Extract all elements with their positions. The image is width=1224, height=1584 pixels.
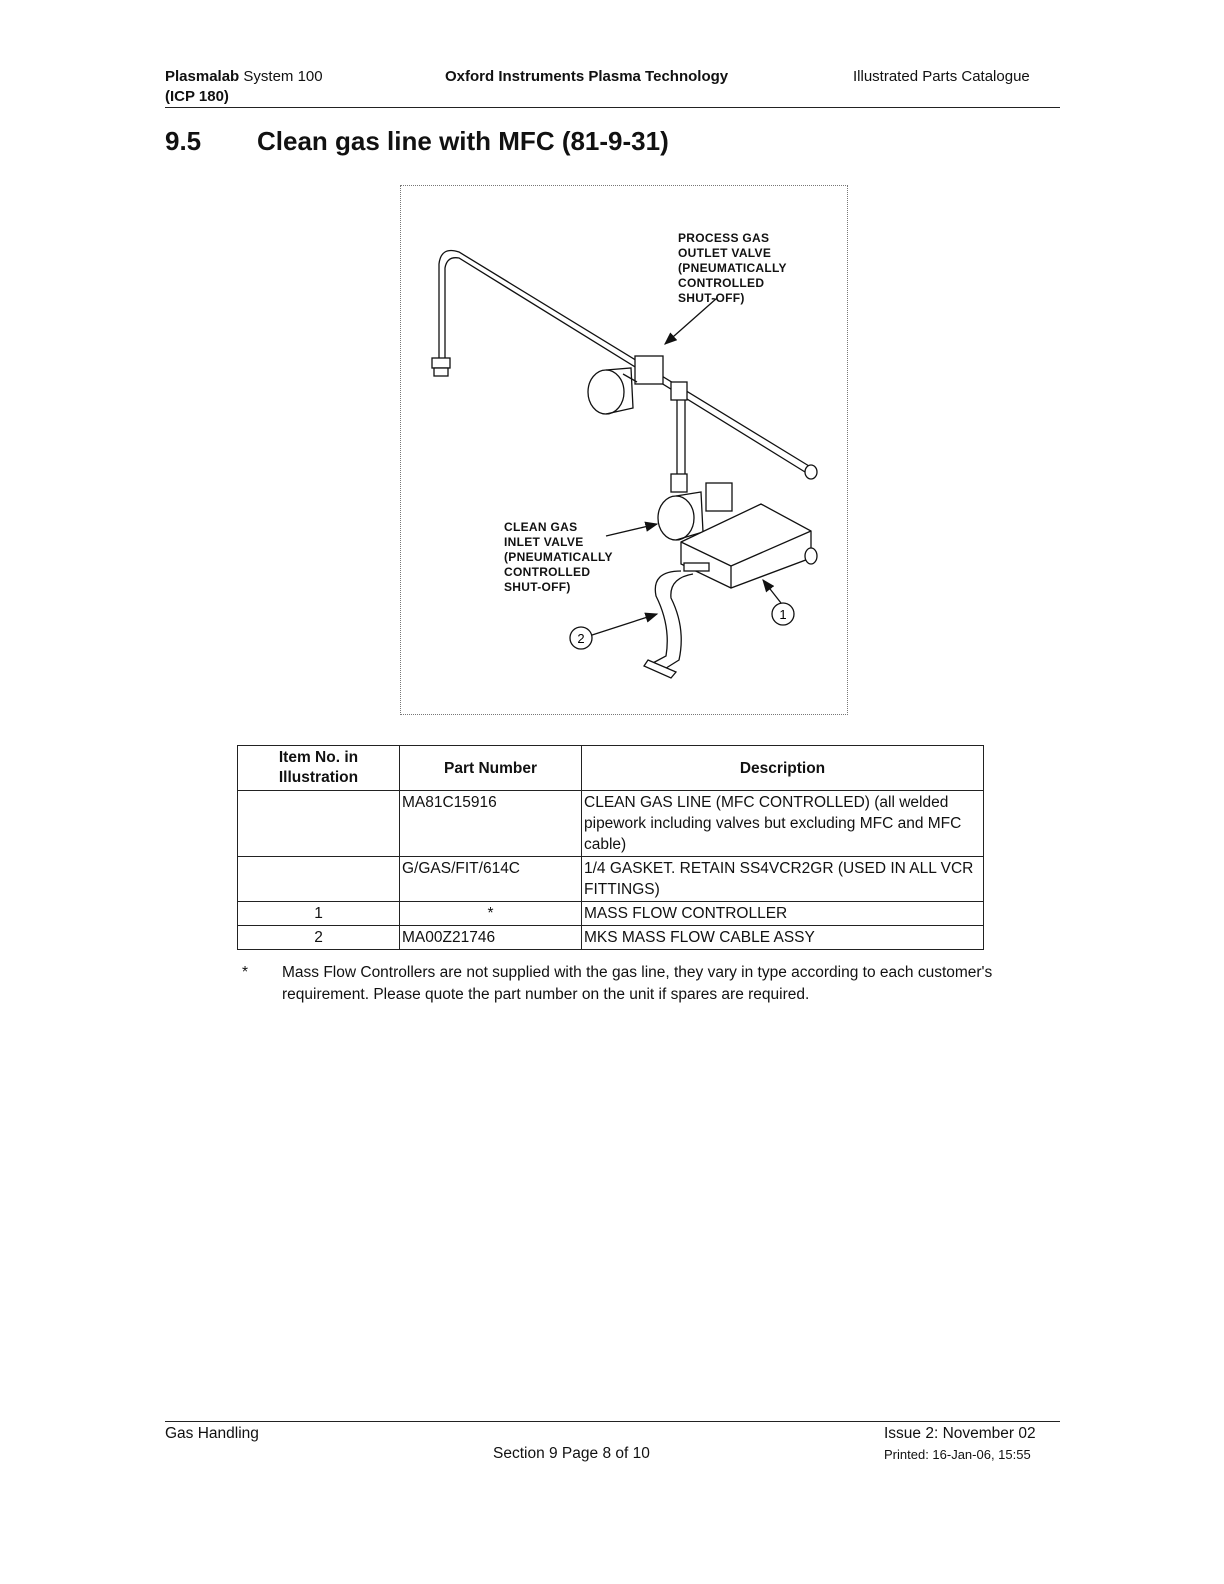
cell-desc: MASS FLOW CONTROLLER (582, 902, 984, 926)
gas-line-illustration (400, 185, 848, 715)
cell-desc: CLEAN GAS LINE (MFC CONTROLLED) (all welded pipework including valves but excluding MFC and MFC cable) (582, 791, 984, 857)
section-title (165, 126, 669, 157)
cell-item (238, 791, 400, 857)
label-line: (PNEUMATICALLY (504, 550, 613, 564)
footer-page-number: Section 9 Page 8 of 10 (493, 1445, 650, 1462)
header-model: (ICP 180) (165, 88, 229, 105)
cell-part: MA00Z21746 (400, 926, 582, 950)
table-row (238, 857, 984, 902)
table-row (238, 926, 984, 950)
label-line: SHUT-OFF) (504, 580, 571, 594)
label-line: CONTROLLED (504, 565, 591, 579)
col-header-part: Part Number (400, 746, 582, 791)
inlet-valve-label (504, 520, 613, 595)
col-header-item: Item No. in Illustration (238, 746, 400, 791)
label-line: OUTLET VALVE (678, 246, 772, 260)
label-line: CLEAN GAS (504, 520, 578, 534)
cell-desc: 1/4 GASKET. RETAIN SS4VCR2GR (USED IN ALL VCR FITTINGS) (582, 857, 984, 902)
footer-rule (165, 1421, 1060, 1422)
header-company: Oxford Instruments Plasma Technology (445, 68, 729, 85)
table-row (238, 902, 984, 926)
outlet-valve-label (678, 231, 787, 306)
col-header-desc: Description (582, 746, 984, 791)
header-doc-type: Illustrated Parts Catalogue (853, 68, 1030, 85)
footer-section-name: Gas Handling (165, 1425, 259, 1442)
cell-item (238, 857, 400, 902)
footer-printed: Printed: 16-Jan-06, 15:55 (884, 1447, 1031, 1462)
product-name: Plasmalab (165, 68, 240, 85)
header-rule (165, 107, 1060, 108)
cell-part: * (400, 902, 582, 926)
label-line: (PNEUMATICALLY (678, 261, 787, 275)
footnote-marker: * (242, 964, 249, 981)
table-row (238, 791, 984, 857)
footer-issue: Issue 2: November 02 (884, 1425, 1036, 1442)
footnote-text: Mass Flow Controllers are not supplied with the gas line, they vary in type according to each customer's requirement. Please quote the part number on the unit if spares are required. (282, 964, 993, 1003)
product-system: System 100 (243, 68, 323, 85)
label-line: CONTROLLED (678, 276, 765, 290)
header-product (165, 68, 323, 85)
label-line: SHUT-OFF) (678, 291, 745, 305)
cell-desc: MKS MASS FLOW CABLE ASSY (582, 926, 984, 950)
callout-1: 1 (779, 607, 787, 622)
section-title-text: Clean gas line with MFC (81-9-31) (257, 126, 669, 156)
label-line: PROCESS GAS (678, 231, 770, 245)
parts-table (237, 745, 984, 950)
cell-item: 2 (238, 926, 400, 950)
callout-2: 2 (577, 631, 585, 646)
cell-part: G/GAS/FIT/614C (400, 857, 582, 902)
cell-item: 1 (238, 902, 400, 926)
label-line: INLET VALVE (504, 535, 584, 549)
table-header-row (238, 746, 984, 791)
cell-part: MA81C15916 (400, 791, 582, 857)
section-number: 9.5 (165, 126, 202, 156)
